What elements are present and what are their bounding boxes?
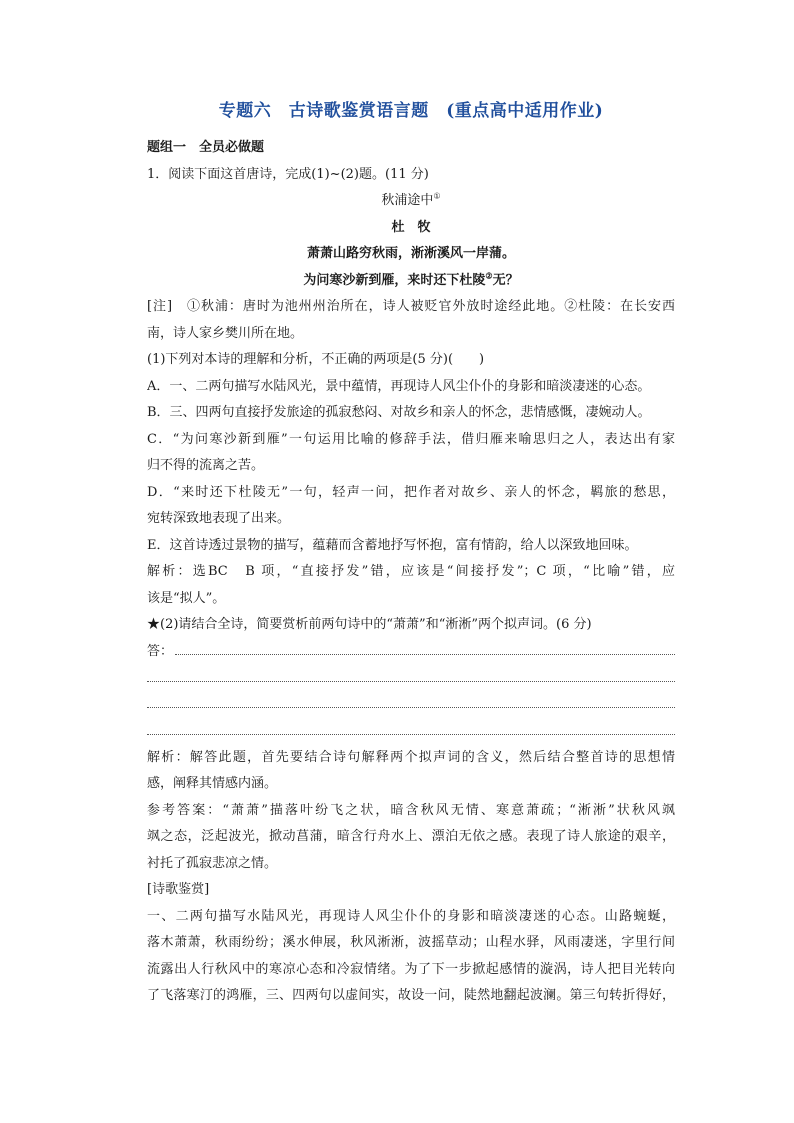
footnote-marker-2: ②: [485, 270, 493, 281]
sub-question-2: ★(2)请结合全诗，简要赏析前两句诗中的“萧萧”和“淅淅”两个拟声词。(6 分): [147, 617, 592, 632]
reference-answer-line-1: 参考答案：“萧萧”描落叶纷飞之状，暗含秋风无情、寒意萧疏；“淅淅”状秋风飒: [147, 802, 675, 818]
option-c-line-2: 归不得的流离之苦。: [147, 458, 265, 473]
analysis-1-line-2: 该是“拟人”。: [147, 590, 226, 606]
appreciation-line-4: 了飞落寒汀的鸿雁，三、四两句以虚间实，故设一问，陡然地翻起波澜。第三句转折得好，: [147, 988, 675, 1003]
answer-dotted-rule: [147, 734, 675, 735]
answer-dotted-rule: [175, 654, 675, 655]
question-group-heading: 题组一 全员必做题: [147, 140, 265, 155]
page-title: 专题六 古诗歌鉴赏语言题 (重点高中适用作业): [218, 101, 604, 121]
analysis-2-line-1: 解析：解答此题，首先要结合诗句解释两个拟声词的含义，然后结合整首诗的思想情: [147, 749, 675, 765]
appreciation-line-2: 落木萧萧，秋雨纷纷；溪水伸展，秋风淅淅，波摇草动；山程水驿，风雨凄迷，字里行间: [147, 935, 675, 950]
option-c-line-1: C．“为问寒沙新到雁”一句运用比喻的修辞手法，借归雁来喻思归之人，表达出有家: [147, 431, 675, 447]
appreciation-line-1: 一、二两句描写水陆风光，再现诗人风尘仆仆的身影和暗淡凄迷的心态。山路蜿蜒，: [147, 908, 675, 924]
answer-line-4[interactable]: [147, 718, 675, 745]
footnote-marker-1: ①: [433, 191, 441, 201]
poem-notes-line-1: [注] ①秋浦：唐时为池州州治所在，诗人被贬官外放时途经此地。②杜陵：在长安西: [147, 299, 675, 314]
question-1-prompt: 1．阅读下面这首唐诗，完成(1)~(2)题。(11 分): [147, 166, 429, 182]
poem-notes-line-2: 南，诗人家乡樊川所在地。: [147, 325, 304, 341]
document-page: [147, 96, 675, 1010]
option-d-line-1: D．“来时还下杜陵无”一句，轻声一问，把作者对故乡、亲人的怀念，羁旅的愁思，: [147, 484, 675, 500]
sub-question-1: (1)下列对本诗的理解和分析，不正确的两项是(5 分)( ): [147, 352, 485, 367]
answer-line-2[interactable]: [147, 665, 675, 692]
reference-answer-line-2: 飒之态，泛起波光，掀动菖蒲，暗含行舟水上、漂泊无依之感。表现了诗人旅途的艰辛，: [147, 829, 675, 844]
appreciation-line-3: 流露出人行秋风中的寒凉心态和冷寂情绪。为了下一步掀起感情的漩涡，诗人把目光转向: [147, 961, 675, 977]
answer-dotted-rule: [147, 707, 675, 708]
answer-line-1[interactable]: [147, 639, 675, 666]
analysis-2-line-2: 感，阐释其情感内涵。: [147, 776, 278, 791]
answer-label: 答：: [147, 643, 174, 659]
option-b: B．三、四两句直接抒发旅途的孤寂愁闷、对故乡和亲人的怀念，悲情感慨，凄婉动人。: [147, 405, 651, 420]
poem-line-2: 为问寒沙新到雁，来时还下杜陵②无？: [303, 270, 519, 288]
poem-line-1: 萧萧山路穷秋雨，淅淅溪风一岸蒲。: [306, 246, 515, 261]
answer-line-3[interactable]: [147, 692, 675, 719]
reference-answer-line-3: 衬托了孤寂悲凉之情。: [147, 855, 278, 871]
poem-title: 秋浦途中①: [381, 191, 441, 208]
option-a: A．一、二两句描写水陆风光，景中蕴情，再现诗人风尘仆仆的身影和暗淡凄迷的心态。: [147, 378, 651, 394]
answer-dotted-rule: [147, 681, 675, 682]
option-e: E．这首诗透过景物的描写，蕴藉而含蓄地抒写怀抱，富有情韵，给人以深致地回味。: [147, 537, 638, 553]
appreciation-heading: [诗歌鉴赏]: [147, 882, 210, 897]
option-d-line-2: 宛转深致地表现了出来。: [147, 511, 291, 526]
poem-author: 杜 牧: [391, 219, 431, 235]
analysis-1-line-1: 解析：选BC B 项，“直接抒发”错，应该是“间接抒发”；C 项，“比喻”错，应: [147, 564, 675, 579]
